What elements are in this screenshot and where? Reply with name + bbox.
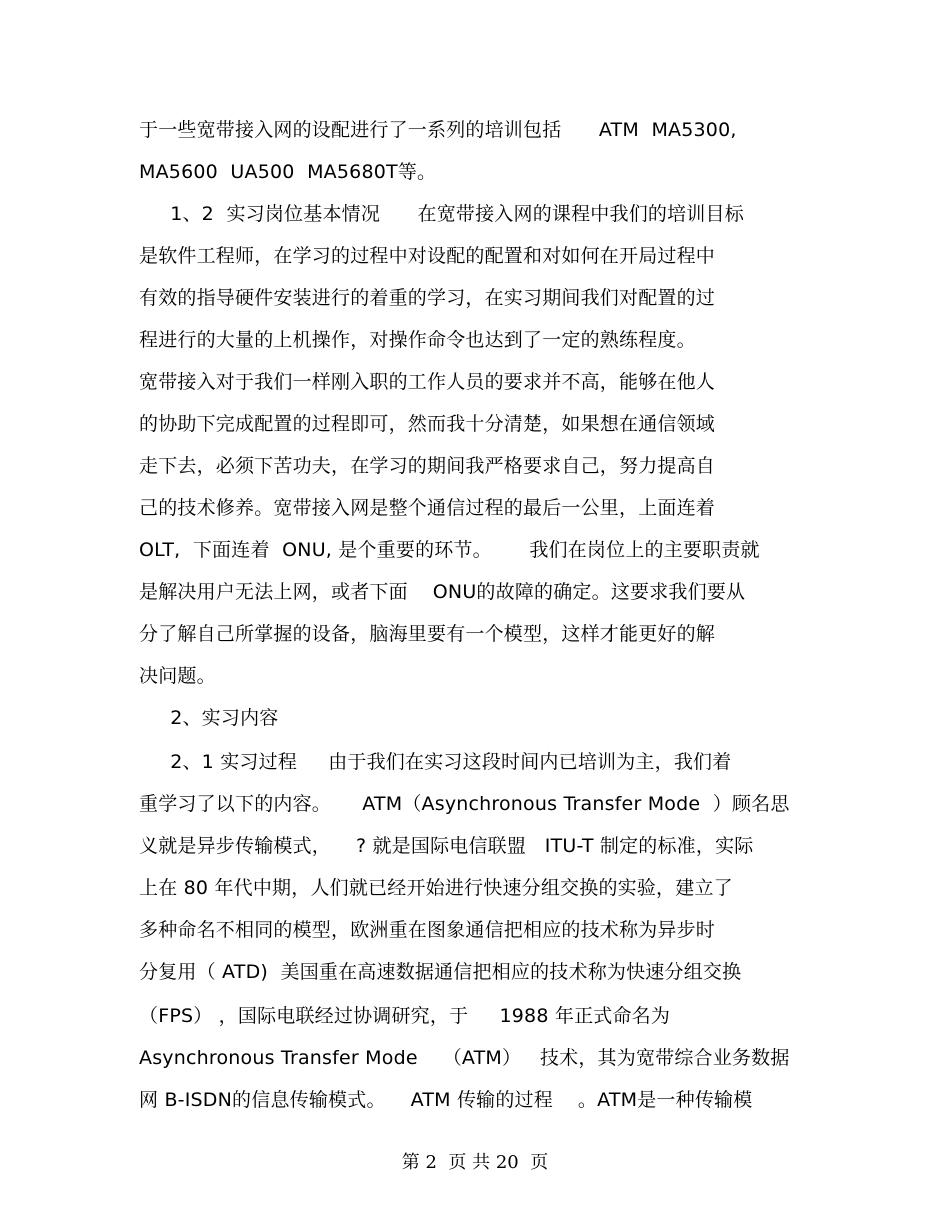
text-line: 程进行的大量的上机操作，对操作命令也达到了一定的熟练程度。: [139, 329, 696, 351]
text-line: OLT, 下面连着 ONU, 是个重要的环节。 我们在岗位上的主要职责就: [139, 539, 760, 561]
text-line: 走下去，必须下苦功夫，在学习的期间我严格要求自己，努力提高自: [139, 455, 716, 477]
text-line: 宽带接入对于我们一样刚入职的工作人员的要求并不高，能够在他人: [139, 371, 716, 393]
text-line: 是软件工程师，在学习的过程中对设配的配置和对如何在开局过程中: [139, 245, 716, 267]
text-line: 1、2 实习岗位基本情况 在宽带接入网的课程中我们的培训目标: [139, 203, 744, 225]
section-heading: 2、实习内容: [139, 707, 279, 729]
page-number-footer: 第 2 页 共 20 页: [401, 1152, 549, 1173]
text-line: 有效的指导硬件安装进行的着重的学习，在实习期间我们对配置的过: [139, 287, 716, 309]
text-line: 多种命名不相同的模型，欧洲重在图象通信把相应的技术称为异步时: [139, 919, 716, 941]
text-line: Asynchronous Transfer Mode （ATM） 技术，其为宽带综合业务数据: [139, 1047, 790, 1069]
text-line: （FPS） ，国际电联经过协调研究，于 1988 年正式命名为: [139, 1005, 671, 1027]
text-line: 己的技术修养。宽带接入网是整个通信过程的最后一公里，上面连着: [139, 497, 716, 519]
text-line: 上在 80 年代中期，人们就已经开始进行快速分组交换的实验，建立了: [139, 877, 733, 899]
text-line: 决问题。: [139, 665, 216, 687]
text-line: 网 B-ISDN的信息传输模式。 ATM 传输的过程 。ATM是一种传输模: [139, 1089, 753, 1111]
text-line: 是解决用户无法上网，或者下面 ONU的故障的确定。这要求我们要从: [139, 581, 746, 603]
text-line: 2、1 实习过程 由于我们在实习这段时间内已培训为主，我们着: [139, 751, 732, 773]
text-line: 的协助下完成配置的过程即可，然而我十分清楚，如果想在通信领域: [139, 413, 716, 435]
text-line: 于一些宽带接入网的设配进行了一系列的培训包括 ATM MA5300,: [139, 119, 737, 141]
text-line: 分复用（ ATD) 美国重在高速数据通信把相应的技术称为快速分组交换: [139, 961, 742, 983]
text-line: 重学习了以下的内容。 ATM（Asynchronous Transfer Mode ）顾名思: [139, 793, 790, 815]
text-line: 分了解自己所掌握的设备，脑海里要有一个模型，这样才能更好的解: [139, 623, 716, 645]
text-line: 义就是异步传输模式， ? 就是国际电信联盟 ITU-T 制定的标准，实际: [139, 835, 754, 857]
text-line: MA5600 UA500 MA5680T等。: [139, 161, 437, 183]
